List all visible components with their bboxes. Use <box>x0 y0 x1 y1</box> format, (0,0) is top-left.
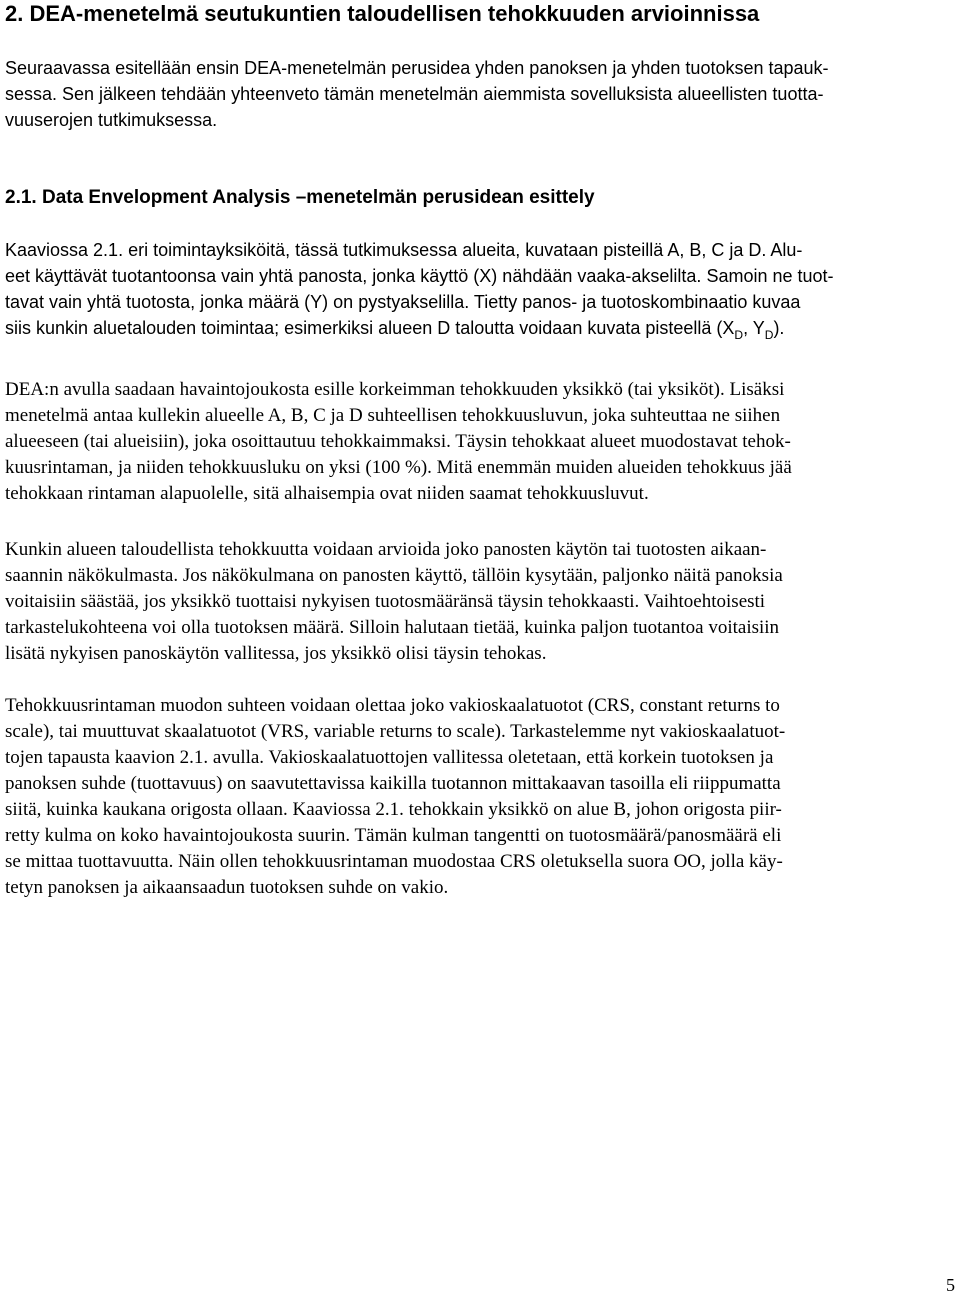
line-text: siis kunkin aluetalouden toimintaa; esimerkiksi alueen D taloutta voidaan kuvata pisteellä (X <box>5 318 735 338</box>
paragraph-line: retty kulma on koko havaintojoukosta suurin. Tämän kulman tangentti on tuotosmäärä/panosmäärä eli <box>5 825 782 846</box>
page-number: 5 <box>946 1275 955 1295</box>
paragraph-line: kuusrintaman, ja niiden tehokkuusluku on yksi (100 %). Mitä enemmän muiden alueiden tehokkuus jää <box>5 457 792 478</box>
paragraph-line: DEA:n avulla saadaan havaintojoukosta esille korkeimman tehokkuuden yksikkö (tai yksiköt). Lisäksi <box>5 379 785 400</box>
subscript-d: D <box>764 328 774 342</box>
paragraph-line: tavat vain yhtä tuotosta, jonka määrä (Y) on pystyakselilla. Tietty panos- ja tuotoskombinaatio kuvaa <box>5 292 801 312</box>
intro-line: Seuraavassa esitellään ensin DEA-menetelmän perusidea yhden panoksen ja yhden tuotoksen tapauk- <box>5 58 829 78</box>
paragraph-line: Tehokkuusrintaman muodon suhteen voidaan olettaa joko vakioskaalatuotot (CRS, constant returns to <box>5 695 780 716</box>
line-text: , Y <box>743 318 765 338</box>
paragraph-line-with-subscripts <box>5 316 784 342</box>
paragraph-line: tehokkaan rintaman alapuolelle, sitä alhaisempia ovat niiden saamat tehokkuusluvut. <box>5 483 649 504</box>
paragraph-line: lisätä nykyisen panoskäytön vallitessa, jos yksikkö olisi täysin tehokas. <box>5 643 547 664</box>
paragraph-line: alueeseen (tai alueisiin), joka osoittautuu tehokkaimmaksi. Täysin tehokkaat alueet muodostavat tehok- <box>5 431 791 452</box>
paragraph-line: panoksen suhde (tuottavuus) on saavutettavissa kaikilla tuotannon mittakaavan tasoilla eli riippumatta <box>5 773 781 794</box>
subscript-d: D <box>734 328 744 342</box>
paragraph-line: se mittaa tuottavuutta. Näin ollen tehokkuusrintaman muodostaa CRS oletuksella suora OO, jolla käy- <box>5 851 783 872</box>
paragraph-line: tojen tapausta kaavion 2.1. avulla. Vakioskaalatuottojen vallitessa oletetaan, että korkein tuotoksen ja <box>5 747 774 768</box>
paragraph-line: Kaaviossa 2.1. eri toimintayksiköitä, tässä tutkimuksessa alueita, kuvataan pisteillä A, B, C ja D. Alu- <box>5 240 803 260</box>
paragraph-line: menetelmä antaa kullekin alueelle A, B, C ja D suhteellisen tehokkuusluvun, joka suhteuttaa ne siihen <box>5 405 781 426</box>
paragraph-line: scale), tai muuttuvat skaalatuotot (VRS, variable returns to scale). Tarkastelemme nyt vakioskaalatuot- <box>5 721 786 742</box>
intro-line: sessa. Sen jälkeen tehdään yhteenveto tämän menetelmän aiemmista sovelluksista alueellisten tuotta- <box>5 84 824 104</box>
line-text: ). <box>773 318 785 338</box>
paragraph-line: voitaisiin säästää, jos yksikkö tuottaisi nykyisen tuotosmääränsä täysin tehokkaasti. Vaihtoehtoisesti <box>5 591 766 612</box>
paragraph-line: siitä, kuinka kaukana origosta ollaan. Kaaviossa 2.1. tehokkain yksikkö on alue B, johon origosta piir- <box>5 799 782 820</box>
paragraph-line: saannin näkökulmasta. Jos näkökulmana on panosten käyttö, tällöin kysytään, paljonko näitä panoksia <box>5 565 783 586</box>
paragraph-line: Kunkin alueen taloudellista tehokkuutta voidaan arvioida joko panosten käytön tai tuotosten aikaan- <box>5 539 767 560</box>
intro-line: vuuserojen tutkimuksessa. <box>5 110 218 130</box>
paragraph-line: tetyn panoksen ja aikaansaadun tuotoksen suhde on vakio. <box>5 877 449 898</box>
paragraph-line: eet käyttävät tuotantoonsa vain yhtä panosta, jonka käyttö (X) nähdään vaaka-akselilta. Samoin ne tuot- <box>5 266 834 286</box>
subsection-heading: 2.1. Data Envelopment Analysis –menetelmän perusidean esittely <box>5 187 595 208</box>
section-heading: 2. DEA-menetelmä seutukuntien taloudellisen tehokkuuden arvioinnissa <box>5 1 760 26</box>
paragraph-line: tarkastelukohteena voi olla tuotoksen määrä. Silloin halutaan tietää, kuinka paljon tuotantoa voitaisiin <box>5 617 780 638</box>
